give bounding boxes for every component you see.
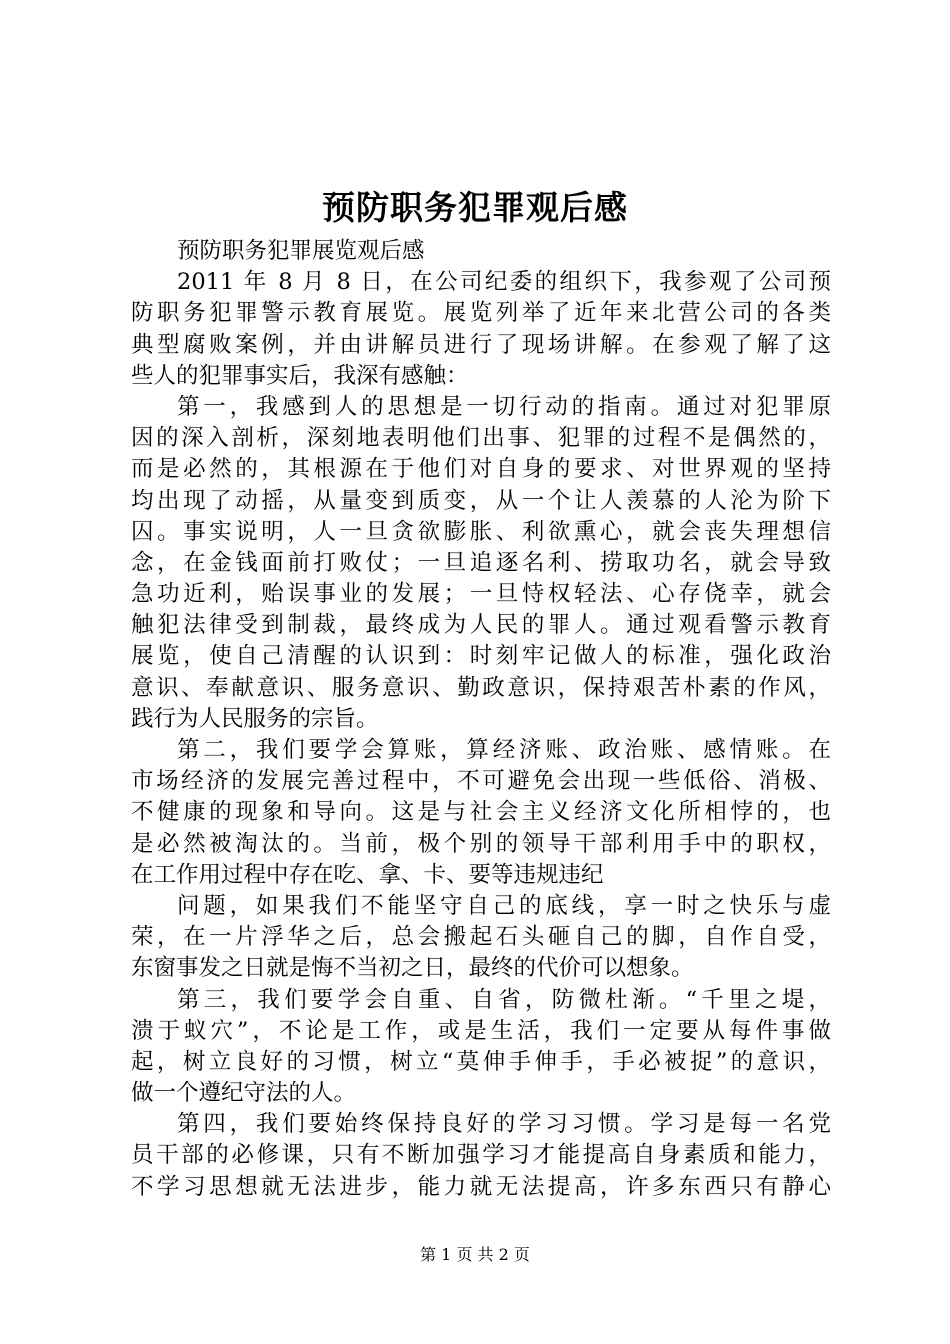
body-line: 预防职务犯罪展览观后感	[177, 238, 425, 264]
document-body	[131, 236, 831, 1203]
page-footer: 第 1 页 共 2 页	[420, 1245, 530, 1264]
body-line: 溃于蚁穴”，不论是工作，或是生活，我们一定要从每件事做	[131, 1017, 831, 1044]
body-line: 典型腐败案例，并由讲解员进行了现场讲解。在参观了解了这	[131, 331, 831, 358]
body-line: 第四，我们要始终保持良好的学习习惯。学习是每一名党	[177, 1111, 831, 1138]
body-line: 第一，我感到人的思想是一切行动的指南。通过对犯罪原	[177, 393, 831, 420]
body-line: 起，树立良好的习惯，树立“莫伸手伸手，手必被捉”的意识，	[131, 1048, 831, 1075]
page-title: 预防职务犯罪观后感	[322, 188, 628, 227]
body-line: 市场经济的发展完善过程中，不可避免会出现一些低俗、消极、	[131, 768, 831, 795]
body-line: 荣，在一片浮华之后，总会搬起石头砸自己的脚，自作自受，	[131, 924, 831, 951]
body-line: 急功近利，贻误事业的发展；一旦恃权轻法、心存侥幸，就会	[131, 581, 831, 608]
body-line: 展览，使自己清醒的认识到：时刻牢记做人的标准，强化政治	[131, 643, 831, 670]
body-line: 在工作用过程中存在吃、拿、卡、要等违规违纪	[131, 861, 604, 888]
body-line: 第三，我们要学会自重、自省，防微杜渐。“千里之堤，	[177, 986, 831, 1013]
body-line: 些人的犯罪事实后，我深有感触：	[131, 362, 469, 389]
body-line: 第二，我们要学会算账，算经济账、政治账、感情账。在	[177, 737, 831, 763]
body-line: 2011 年 8 月 8 日，在公司纪委的组织下，我参观了公司预	[177, 269, 831, 296]
body-line: 问题，如果我们不能坚守自己的底线，享一时之快乐与虚	[177, 892, 831, 919]
body-line: 不健康的现象和导向。这是与社会主义经济文化所相悖的，也	[131, 799, 831, 826]
body-line: 做一个遵纪守法的人。	[131, 1080, 357, 1107]
body-line: 不学习思想就无法进步，能力就无法提高，许多东西只有静心	[131, 1173, 831, 1200]
body-line: 践行为人民服务的宗旨。	[131, 705, 379, 732]
body-line: 防职务犯罪警示教育展览。展览列举了近年来北营公司的各类	[131, 300, 831, 327]
body-line: 东窗事发之日就是悔不当初之日，最终的代价可以想象。	[131, 955, 694, 982]
body-line: 触犯法律受到制裁，最终成为人民的罪人。通过观看警示教育	[131, 612, 831, 639]
body-line: 囚。事实说明，人一旦贪欲膨胀、利欲熏心，就会丧失理想信	[131, 518, 831, 545]
body-line: 而是必然的，其根源在于他们对自身的要求、对世界观的坚持	[131, 456, 831, 483]
body-line: 是必然被淘汰的。当前，极个别的领导干部利用手中的职权，	[131, 830, 831, 857]
body-line: 因的深入剖析，深刻地表明他们出事、犯罪的过程不是偶然的，	[131, 425, 831, 452]
body-line: 意识、奉献意识、服务意识、勤政意识，保持艰苦朴素的作风，	[131, 674, 831, 701]
body-line: 员干部的必修课，只有不断加强学习才能提高自身素质和能力，	[131, 1142, 831, 1169]
body-line: 均出现了动摇，从量变到质变，从一个让人羡慕的人沦为阶下	[131, 487, 831, 514]
body-line: 念，在金钱面前打败仗；一旦追逐名利、捞取功名，就会导致	[131, 549, 831, 576]
